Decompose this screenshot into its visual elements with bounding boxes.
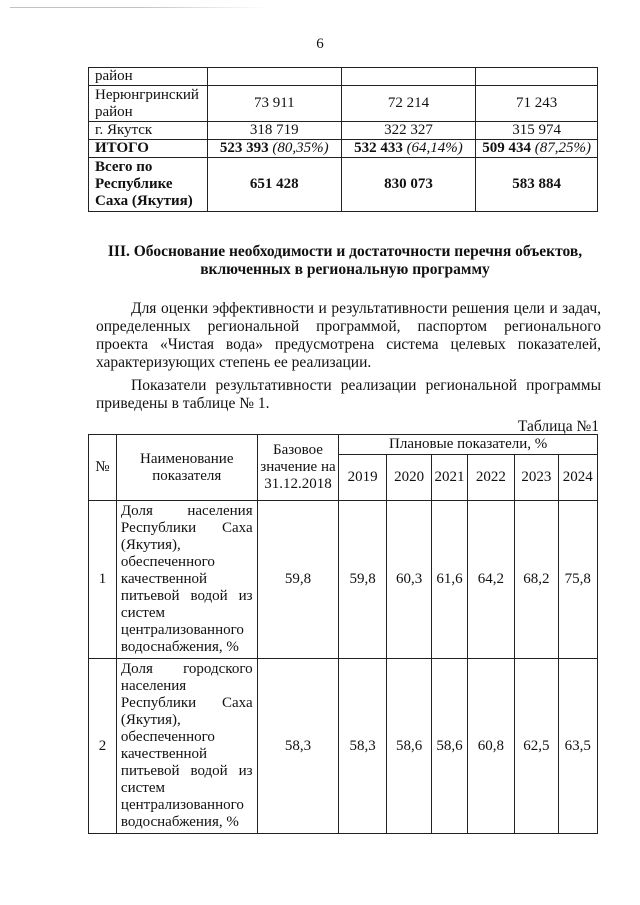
planned-value: 58,6 bbox=[386, 659, 432, 834]
header-year: 2024 bbox=[558, 455, 597, 501]
cell-value: 322 327 bbox=[341, 122, 476, 140]
header-year: 2022 bbox=[467, 455, 515, 501]
total-percent: (80,35%) bbox=[272, 140, 329, 156]
total-value: 523 393 bbox=[219, 140, 269, 156]
row-number: 2 bbox=[89, 659, 117, 834]
planned-value: 60,3 bbox=[386, 501, 432, 659]
municipal-totals-table bbox=[88, 67, 598, 212]
row-name: г. Якутск bbox=[89, 122, 208, 140]
table-row bbox=[89, 659, 598, 834]
planned-value: 62,5 bbox=[515, 659, 558, 834]
total-percent: (87,25%) bbox=[534, 140, 591, 156]
row-name: Нерюнгринский район bbox=[89, 86, 208, 122]
header-year: 2020 bbox=[386, 455, 432, 501]
planned-value: 68,2 bbox=[515, 501, 558, 659]
page-number: 6 bbox=[316, 36, 324, 52]
cell-value bbox=[207, 68, 341, 86]
planned-value: 75,8 bbox=[558, 501, 597, 659]
cell-value: 315 974 bbox=[476, 122, 598, 140]
section-heading bbox=[90, 243, 600, 279]
table-row bbox=[89, 122, 598, 140]
cell-value: 72 214 bbox=[341, 86, 476, 122]
scan-header-line bbox=[10, 7, 268, 8]
header-year: 2023 bbox=[515, 455, 558, 501]
planned-value: 60,8 bbox=[467, 659, 515, 834]
planned-value: 61,6 bbox=[432, 501, 467, 659]
table-caption: Таблица №1 bbox=[517, 418, 599, 435]
table-row bbox=[89, 501, 598, 659]
cell-value bbox=[341, 68, 476, 86]
body-paragraph: Для оценки эффективности и результативности решения цели и задач, определенных региональной программой, паспортом регионального проекта «Чистая вода» предусмотрена система целевых показателей, характеризующих степень ее реализации. bbox=[96, 300, 601, 371]
total-cell bbox=[341, 140, 476, 158]
header-planned: Плановые показатели, % bbox=[339, 435, 598, 455]
indicator-name: Доля городского населения Республики Саха (Якутия), обеспеченного качественной питьевой водой из систем централизованного водоснабжения, % bbox=[116, 659, 257, 834]
total-percent: (64,14%) bbox=[406, 140, 463, 156]
body-paragraph: Показатели результативности реализации региональной программы приведены в таблице № 1. bbox=[96, 377, 601, 412]
republic-value: 830 073 bbox=[341, 158, 476, 212]
row-number: 1 bbox=[89, 501, 117, 659]
cell-value bbox=[476, 68, 598, 86]
republic-value: 651 428 bbox=[207, 158, 341, 212]
table-row bbox=[89, 86, 598, 122]
total-label: ИТОГО bbox=[89, 140, 208, 158]
total-value: 532 433 bbox=[354, 140, 403, 156]
section-heading-line: включенных в региональную программу bbox=[200, 261, 490, 278]
total-row bbox=[89, 140, 598, 158]
total-cell bbox=[207, 140, 341, 158]
base-value: 58,3 bbox=[257, 659, 339, 834]
cell-value: 73 911 bbox=[207, 86, 341, 122]
republic-total-row bbox=[89, 158, 598, 212]
section-heading-line: III. Обоснование необходимости и достаточности перечня объектов, bbox=[107, 243, 583, 260]
republic-label: Всего по Республике Саха (Якутия) bbox=[89, 158, 208, 212]
header-number: № bbox=[89, 435, 117, 501]
table-row bbox=[89, 68, 598, 86]
indicators-table bbox=[88, 434, 598, 834]
planned-value: 63,5 bbox=[558, 659, 597, 834]
indicator-name: Доля населения Республики Саха (Якутия), обеспеченного качественной питьевой водой из систем централизованного водоснабжения, % bbox=[116, 501, 257, 659]
header-base-value: Базовое значение на 31.12.2018 bbox=[257, 435, 339, 501]
base-value: 59,8 bbox=[257, 501, 339, 659]
header-row bbox=[89, 435, 598, 455]
row-name: район bbox=[89, 68, 208, 86]
republic-value: 583 884 bbox=[476, 158, 598, 212]
total-cell bbox=[476, 140, 598, 158]
planned-value: 58,6 bbox=[432, 659, 467, 834]
header-indicator-name: Наименование показателя bbox=[116, 435, 257, 501]
planned-value: 64,2 bbox=[467, 501, 515, 659]
cell-value: 71 243 bbox=[476, 86, 598, 122]
cell-value: 318 719 bbox=[207, 122, 341, 140]
planned-value: 58,3 bbox=[339, 659, 387, 834]
header-year: 2021 bbox=[432, 455, 467, 501]
total-value: 509 434 bbox=[482, 140, 531, 156]
header-year: 2019 bbox=[339, 455, 387, 501]
planned-value: 59,8 bbox=[339, 501, 387, 659]
